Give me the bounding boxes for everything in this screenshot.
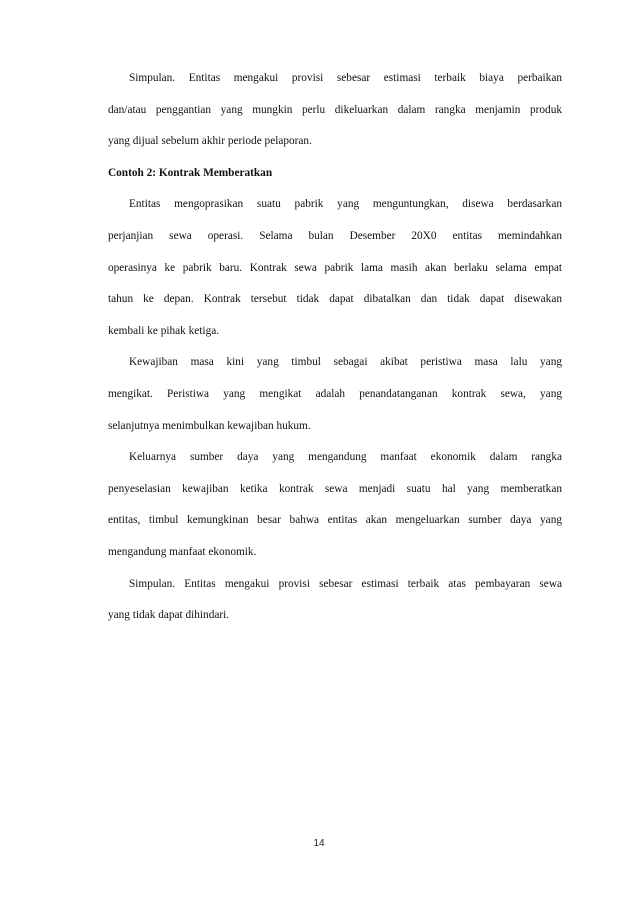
text-line: penyeselasian kewajiban ketika kontrak sewa menjadi suatu hal yang memberatkan bbox=[108, 482, 562, 495]
text-line: kembali ke pihak ketiga. bbox=[108, 324, 220, 337]
text-line: mengandung manfaat ekonomik. bbox=[108, 545, 257, 558]
paragraph-kewajiban bbox=[108, 354, 562, 449]
paragraph-entitas bbox=[108, 196, 562, 354]
section-heading: Contoh 2: Kontrak Memberatkan bbox=[108, 166, 273, 179]
text-line: dan/atau penggantian yang mungkin perlu dikeluarkan dalam rangka menjamin produk bbox=[108, 103, 562, 116]
text-line: Kewajiban masa kini yang timbul sebagai akibat peristiwa masa lalu yang bbox=[129, 356, 562, 369]
text-line: perjanjian sewa operasi. Selama bulan Desember 20X0 entitas memindahkan bbox=[108, 229, 562, 242]
text-line: operasinya ke pabrik baru. Kontrak sewa pabrik lama masih akan berlaku selama empat bbox=[108, 261, 562, 274]
text-line: selanjutnya menimbulkan kewajiban hukum. bbox=[108, 419, 311, 432]
text-line: Keluarnya sumber daya yang mengandung manfaat ekonomik dalam rangka bbox=[129, 451, 562, 464]
text-line: Simpulan. Entitas mengakui provisi sebesar estimasi terbaik biaya perbaikan bbox=[129, 72, 562, 84]
page-number: 14 bbox=[313, 838, 325, 849]
document-body bbox=[108, 70, 562, 639]
text-line: mengikat. Peristiwa yang mengikat adalah penandatanganan kontrak sewa, yang bbox=[108, 387, 562, 400]
paragraph-simpulan-1 bbox=[108, 70, 562, 165]
text-line: Entitas mengoprasikan suatu pabrik yang menguntungkan, disewa berdasarkan bbox=[129, 198, 562, 211]
text-line: yang tidak dapat dihindari. bbox=[108, 609, 230, 622]
paragraph-keluarnya bbox=[108, 449, 562, 575]
paragraph-simpulan-2 bbox=[108, 576, 562, 639]
text-line: tahun ke depan. Kontrak tersebut tidak dapat dibatalkan dan tidak dapat disewakan bbox=[108, 293, 562, 306]
text-line: yang dijual sebelum akhir periode pelaporan. bbox=[108, 135, 312, 148]
text-line: entitas, timbul kemungkinan besar bahwa entitas akan mengeluarkan sumber daya yang bbox=[108, 514, 562, 527]
text-line: Simpulan. Entitas mengakui provisi sebesar estimasi terbaik atas pembayaran sewa bbox=[129, 577, 562, 590]
